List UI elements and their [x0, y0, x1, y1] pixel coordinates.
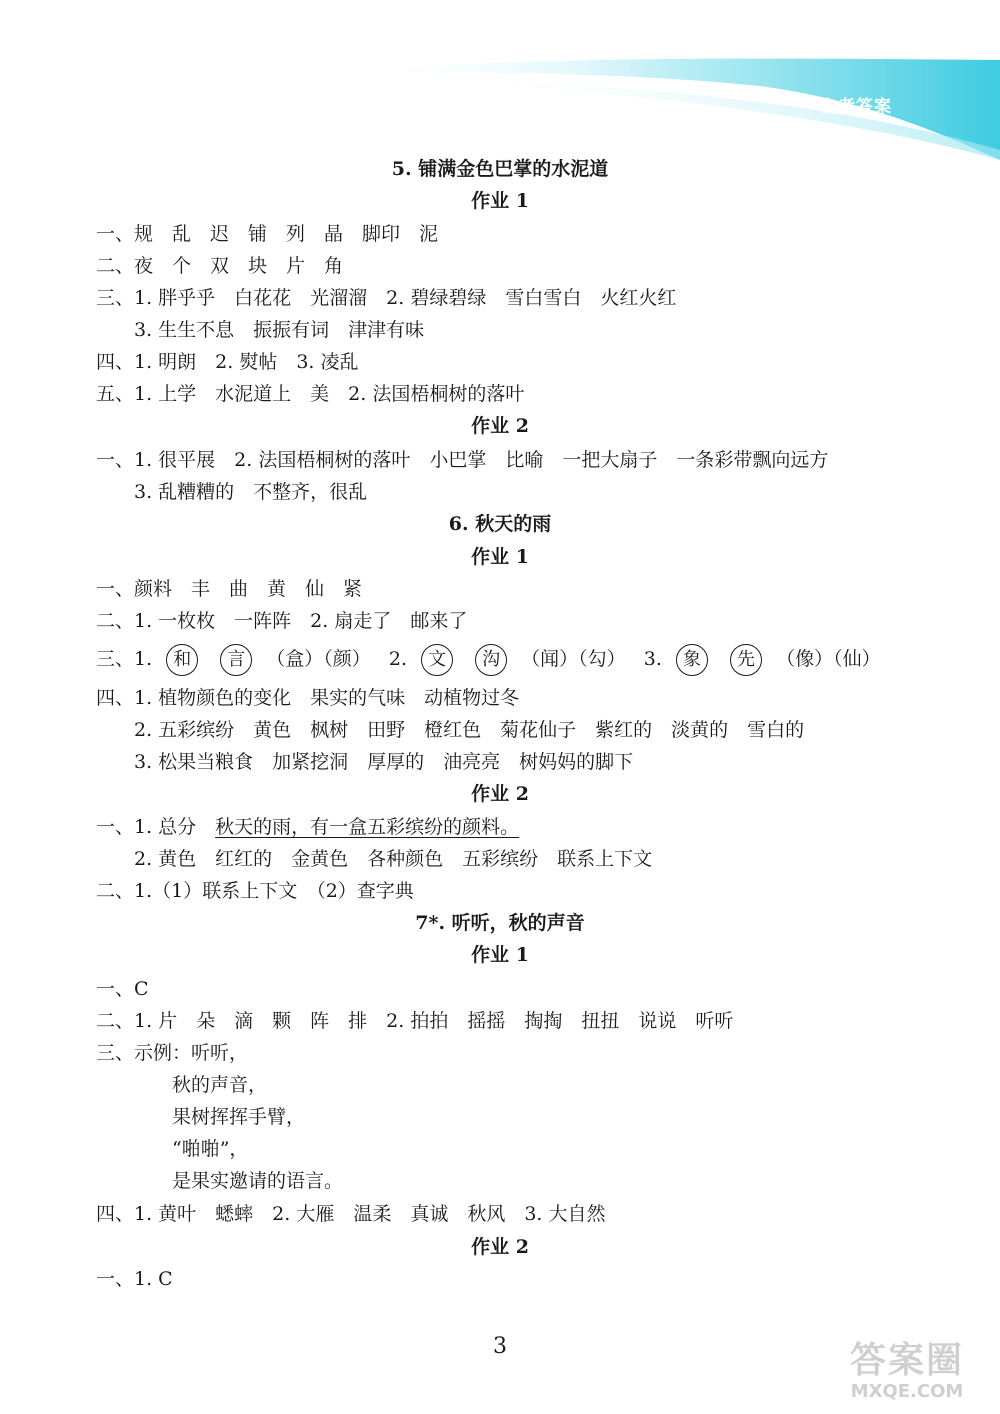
poem-line: “啪啪”，: [172, 1138, 249, 1160]
answer-line: 三、1. 胖乎乎 白花花 光溜溜 2. 碧绿碧绿 雪白雪白 火红火红: [96, 287, 677, 309]
underlined-answer: 秋天的雨，有一盒五彩缤纷的颜料。: [215, 816, 520, 838]
answer-line: 2. 黄色 红红的 金黄色 各种颜色 五彩缤纷 联系上下文: [134, 848, 653, 870]
header-label: 参考答案: [820, 97, 892, 117]
answer-line: 3. 乱糟糟的 不整齐，很乱: [134, 481, 368, 503]
answer-line: 一、1. C: [96, 1268, 173, 1290]
answer-line: 3. 生生不息 振振有词 津津有味: [134, 319, 425, 341]
section-6-title: 6. 秋天的雨: [448, 513, 552, 535]
answer-line: 二、夜 个 双 块 片 角: [96, 255, 344, 277]
section-6-hw1-heading: 作业 1: [471, 546, 529, 568]
answer-line: 四、1. 黄叶 蟋蟀 2. 大雁 温柔 真诚 秋风 3. 大自然: [96, 1203, 606, 1225]
section-6-hw2-heading: 作业 2: [471, 783, 529, 805]
section-5-title: 5. 铺满金色巴掌的水泥道: [391, 158, 609, 180]
watermark-site: MXQE.COM: [850, 1381, 964, 1402]
answer-line: 3. 松果当粮食 加紧挖洞 厚厚的 油亮亮 树妈妈的脚下: [134, 751, 634, 773]
answer-line: 二、1.（1）联系上下文 （2）查字典: [96, 880, 414, 902]
circled-char: 沟: [475, 644, 507, 676]
watermark-logo: 答案圈: [849, 1340, 964, 1381]
circled-char: 和: [166, 644, 198, 676]
header-banner: [0, 0, 1000, 170]
answer-line: 一、1. 总分 秋天的雨，有一盒五彩缤纷的颜料。: [96, 816, 520, 838]
answer-line: 四、1. 植物颜色的变化 果实的气味 动植物过冬: [96, 687, 520, 709]
circled-char: 先: [730, 644, 762, 676]
section-7-hw2-heading: 作业 2: [471, 1236, 529, 1258]
answer-line: 五、1. 上学 水泥道上 美 2. 法国梧桐树的落叶: [96, 383, 525, 405]
section-5-hw1-heading: 作业 1: [471, 190, 529, 212]
answer-line: 二、1. 片 朵 滴 颗 阵 排 2. 拍拍 摇摇 掏掏 扭扭 说说 听听: [96, 1010, 734, 1032]
answer-line: 一、C: [96, 978, 149, 1000]
section-5-hw2-heading: 作业 2: [471, 415, 529, 437]
answer-line: 四、1. 明朗 2. 熨帖 3. 凌乱: [96, 351, 359, 373]
answer-line: 一、规 乱 迟 铺 列 晶 脚印 泥: [96, 223, 439, 245]
answer-line: 2. 五彩缤纷 黄色 枫树 田野 橙红色 菊花仙子 紫红的 淡黄的 雪白的: [134, 719, 805, 741]
answer-line: 三、示例：听听，: [96, 1042, 249, 1064]
circled-char: 言: [220, 644, 252, 676]
section-7-title: 7*. 听听，秋的声音: [415, 912, 585, 934]
circled-char: 文: [421, 644, 453, 676]
circled-char: 象: [676, 644, 708, 676]
answer-line-circled: 三、1. 和 言 （盒）（颜） 2. 文 沟 （闻）（勾） 3. 象 先 （像）（仙）: [96, 643, 881, 676]
watermark: [832, 1340, 982, 1408]
poem-line: 是果实邀请的语言。: [172, 1170, 344, 1192]
page-number: 3: [493, 1334, 507, 1359]
section-7-hw1-heading: 作业 1: [471, 944, 529, 966]
poem-line: 秋的声音，: [172, 1074, 268, 1096]
answer-line: 一、1. 很平展 2. 法国梧桐树的落叶 小巴掌 比喻 一把大扇子 一条彩带飘向远方: [96, 449, 829, 471]
answer-line: 二、1. 一枚枚 一阵阵 2. 扇走了 邮来了: [96, 610, 468, 632]
answer-line: 一、颜料 丰 曲 黄 仙 紧: [96, 578, 363, 600]
poem-line: 果树挥挥手臂，: [172, 1106, 306, 1128]
